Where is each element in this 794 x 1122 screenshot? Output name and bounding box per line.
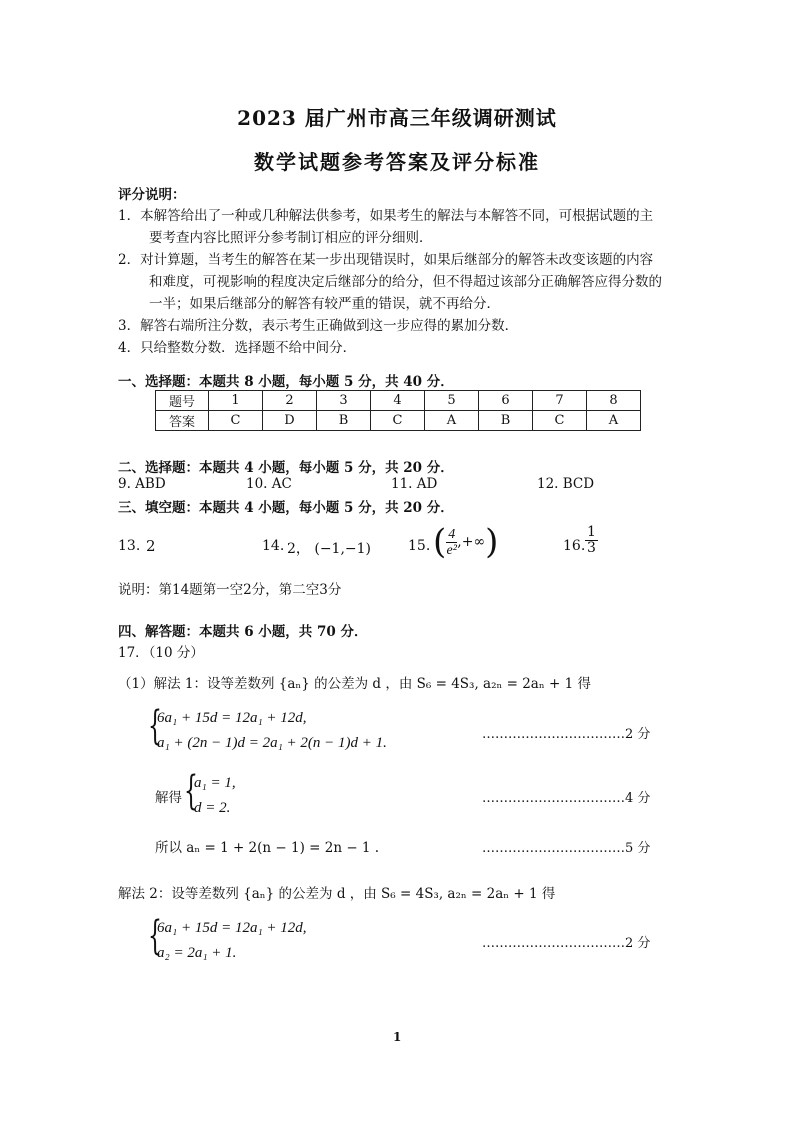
q15-fraction: $\frac{4}{\text{e²}}$	[446, 526, 457, 558]
page-number: 1	[393, 1030, 402, 1044]
scoring-note-3: 3．解答右端所注分数，表示考生正确做到这一步应得的累加分数．	[118, 318, 519, 334]
method1-intro: （1）解法 1：设等差数列 {aₙ} 的公差为 d ，由 S₆ = 4S₃, a₂ₙ = 2aₙ + 1 得	[118, 676, 591, 692]
m2-equation-1: 6a₁ + 15d = 12a₁ + 12d,	[157, 920, 307, 936]
answer-q12: 12. BCD	[537, 476, 595, 492]
answer-q11: 11. AD	[391, 476, 438, 492]
answer-cell: B	[479, 411, 533, 431]
q14-answer: 2， (−1,−1)	[287, 541, 372, 557]
m1-solution-d: d = 2.	[194, 800, 231, 816]
fill-in-note: 说明：第14题第一空2分，第二空3分	[118, 582, 342, 598]
question-number: 8	[587, 391, 641, 411]
m1-score-1: ……………………………2 分	[482, 727, 651, 742]
question-number-row	[156, 391, 641, 411]
scoring-note-2-cont: 和难度，可视影响的程度决定后继部分的给分，但不得超过该部分正确解答应得分数的	[149, 274, 662, 290]
q15-label: 15.	[408, 538, 431, 554]
answer-table	[155, 390, 641, 431]
answer-cell: A	[587, 411, 641, 431]
scoring-notes-heading: 评分说明：	[118, 187, 186, 203]
m1-equation-1: 6a₁ + 15d = 12a₁ + 12d,	[157, 710, 307, 726]
section1-heading: 一、选择题：本题共 8 小题，每小题 5 分，共 40 分．	[118, 374, 454, 390]
answer-cell: C	[533, 411, 587, 431]
m1-equation-2: a₁ + (2n − 1)d = 2a₁ + 2(n − 1)d + 1.	[157, 735, 387, 751]
m2-equation-2: a₂ = 2a₁ + 1.	[157, 945, 237, 961]
answer-cell: A	[425, 411, 479, 431]
q16-fraction: $\frac{1}{3}$	[587, 524, 596, 556]
row-label-answer: 答案	[156, 411, 209, 431]
row-label-question: 题号	[156, 391, 209, 411]
answer-q10: 10. AC	[246, 476, 292, 492]
question-number: 6	[479, 391, 533, 411]
scoring-note-1: 1．本解答给出了一种或几种解法供参考，如果考生的解法与本解答不同，可根据试题的主	[118, 208, 654, 224]
right-paren: )	[485, 522, 499, 562]
section3-heading: 三、填空题：本题共 4 小题，每小题 5 分，共 20 分．	[118, 500, 454, 516]
brace: {	[148, 913, 162, 959]
m1-score-2: ……………………………4 分	[482, 791, 651, 806]
page-title: 2023 届广州市高三年级调研测试	[237, 106, 557, 130]
q16-answer	[585, 525, 598, 556]
question-number: 7	[533, 391, 587, 411]
m1-result: 所以 aₙ = 1 + 2(n − 1) = 2n − 1 .	[155, 840, 380, 856]
scoring-note-1-cont: 要考查内容比照评分参考制订相应的评分细则．	[149, 230, 433, 246]
m1-score-3: ……………………………5 分	[482, 841, 651, 856]
answer-cell: C	[371, 411, 425, 431]
m2-score-1: ……………………………2 分	[482, 936, 651, 951]
question-number: 5	[425, 391, 479, 411]
section4-heading: 四、解答题：本题共 6 小题，共 70 分．	[118, 624, 368, 640]
scoring-note-2: 2．对计算题，当考生的解答在某一步出现错误时，如果后继部分的解答未改变该题的内容	[118, 252, 654, 268]
m1-solution-a1: a₁ = 1,	[194, 775, 236, 791]
answer-q9: 9. ABD	[118, 476, 166, 492]
answer-cell: C	[209, 411, 263, 431]
question-number: 3	[317, 391, 371, 411]
section2-heading: 二、选择题：本题共 4 小题，每小题 5 分，共 20 分．	[118, 460, 454, 476]
page-subtitle: 数学试题参考答案及评分标准	[254, 150, 540, 174]
scoring-note-4: 4．只给整数分数．选择题不给中间分．	[118, 340, 357, 356]
brace: {	[184, 768, 198, 814]
q13-answer: 2	[146, 537, 156, 555]
brace: {	[148, 703, 162, 749]
q16-label: 16.	[563, 538, 586, 554]
q13-label: 13.	[118, 538, 141, 554]
q17-label: 17．（10 分）	[118, 645, 204, 661]
method2-intro: 解法 2：设等差数列 {aₙ} 的公差为 d ，由 S₆ = 4S₃, a₂ₙ = 2aₙ + 1 得	[118, 886, 556, 902]
scoring-note-2-cont2: 一半；如果后继部分的解答有较严重的错误，就不再给分．	[149, 296, 500, 312]
left-paren: (	[433, 522, 447, 562]
question-number: 4	[371, 391, 425, 411]
question-number: 1	[209, 391, 263, 411]
question-number: 2	[263, 391, 317, 411]
solve-label: 解得	[155, 790, 182, 806]
q14-label: 14.	[262, 538, 285, 554]
answer-cell: D	[263, 411, 317, 431]
q15-answer: ( $\frac{4}{\text{e²}}$ ,+∞)	[433, 522, 499, 562]
answer-row	[156, 411, 641, 431]
answer-cell: B	[317, 411, 371, 431]
